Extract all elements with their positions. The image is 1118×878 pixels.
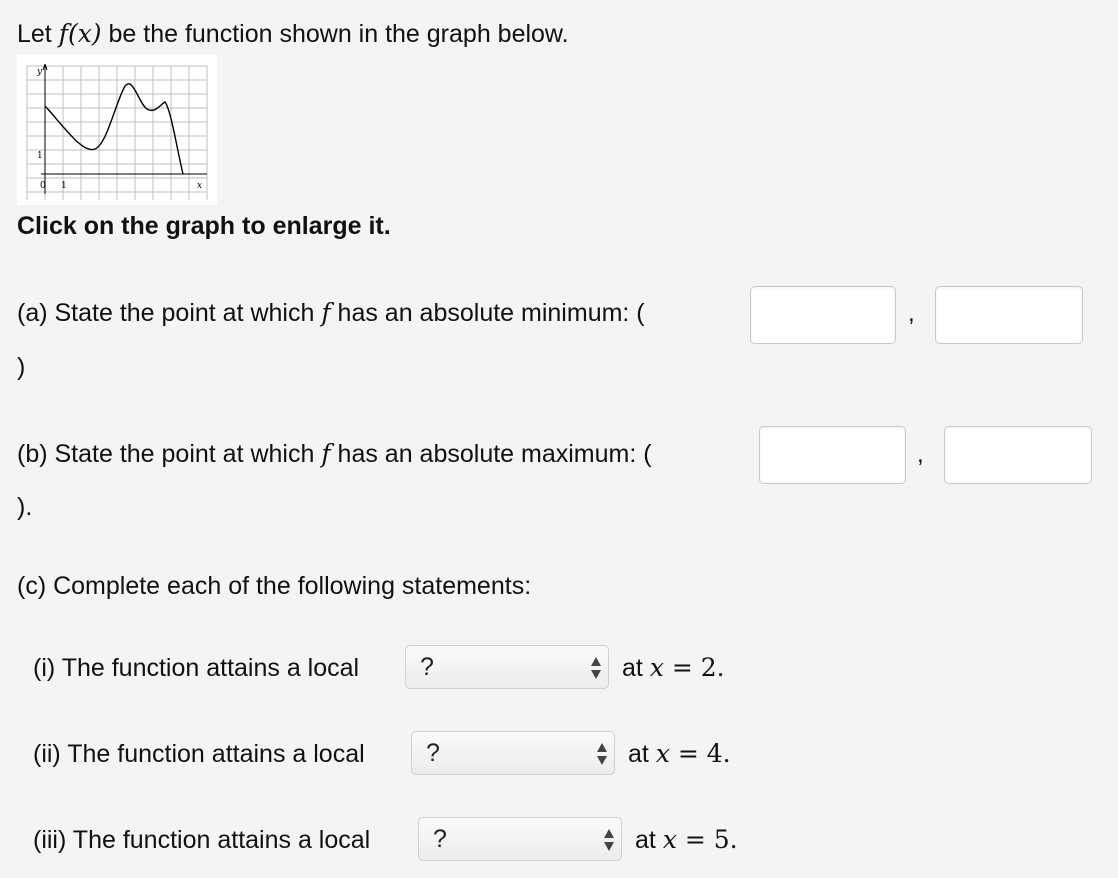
part-b-x-input[interactable]	[759, 426, 906, 484]
graph-curve	[45, 84, 183, 174]
part-a-prefix: (a) State the point at which	[17, 299, 322, 327]
part-b-question	[17, 439, 652, 469]
statement-ii-x: x	[655, 739, 670, 768]
statement-i-select[interactable]	[405, 645, 609, 689]
statement-iii-condition	[635, 825, 738, 855]
intro-suffix: be the function shown in the graph below.	[101, 20, 569, 48]
enlarge-hint: Click on the graph to enlarge it.	[17, 212, 391, 240]
statement-iii-value: 5.	[713, 825, 738, 854]
statement-iii-eq: =	[676, 825, 714, 854]
statement-iii-label: (iii) The function attains a local	[33, 826, 371, 854]
statement-ii-eq: =	[669, 739, 707, 768]
graph-x-tick: 1	[61, 181, 67, 191]
part-a-suffix: has an absolute minimum: (	[330, 299, 645, 327]
statement-i-x: x	[649, 653, 664, 682]
statement-iii-at: at	[635, 826, 656, 854]
updown-arrows-icon	[603, 827, 615, 853]
updown-arrows-icon	[590, 655, 602, 681]
part-a-question	[17, 298, 645, 328]
part-b-comma: ,	[917, 441, 924, 468]
part-a-comma: ,	[908, 300, 915, 327]
part-b-prefix: (b) State the point at which	[17, 440, 322, 468]
graph-svg	[17, 54, 217, 205]
intro-prefix: Let	[17, 20, 59, 48]
graph-x-label: x	[197, 181, 203, 191]
updown-arrows-icon	[596, 741, 608, 767]
statement-iii-select[interactable]	[418, 817, 622, 861]
statement-ii-value: 4.	[706, 739, 731, 768]
statement-iii-x: x	[662, 825, 677, 854]
intro-text	[17, 19, 569, 49]
part-b-suffix: has an absolute maximum: (	[330, 440, 652, 468]
graph-y-label: y	[37, 67, 43, 77]
statement-ii-select[interactable]	[411, 731, 615, 775]
statement-i-label: (i) The function attains a local	[33, 654, 360, 682]
part-b-close-paren: ).	[17, 493, 33, 521]
graph-thumbnail[interactable]	[17, 54, 217, 205]
statement-i-selected: ?	[420, 653, 434, 681]
statement-ii-at: at	[628, 740, 649, 768]
intro-function: f(x)	[58, 19, 102, 48]
part-a-y-input[interactable]	[935, 286, 1083, 344]
part-a-x-input[interactable]	[750, 286, 896, 344]
graph-grid	[27, 66, 207, 200]
part-a-f: f	[321, 298, 331, 327]
part-b-f: f	[321, 439, 331, 468]
graph-y-tick: 1	[37, 151, 43, 161]
statement-i-eq: =	[663, 653, 701, 682]
statement-ii-condition	[628, 739, 731, 769]
statement-ii-label: (ii) The function attains a local	[33, 740, 365, 768]
statement-ii-selected: ?	[426, 739, 440, 767]
statement-iii-selected: ?	[433, 825, 447, 853]
part-a-close-paren: )	[17, 353, 26, 381]
graph-origin-label: 0	[40, 181, 46, 191]
statement-i-value: 2.	[700, 653, 725, 682]
statement-i-at: at	[622, 654, 643, 682]
statement-i-condition	[622, 653, 725, 683]
part-c-heading: (c) Complete each of the following statements:	[17, 572, 532, 600]
part-b-y-input[interactable]	[944, 426, 1092, 484]
